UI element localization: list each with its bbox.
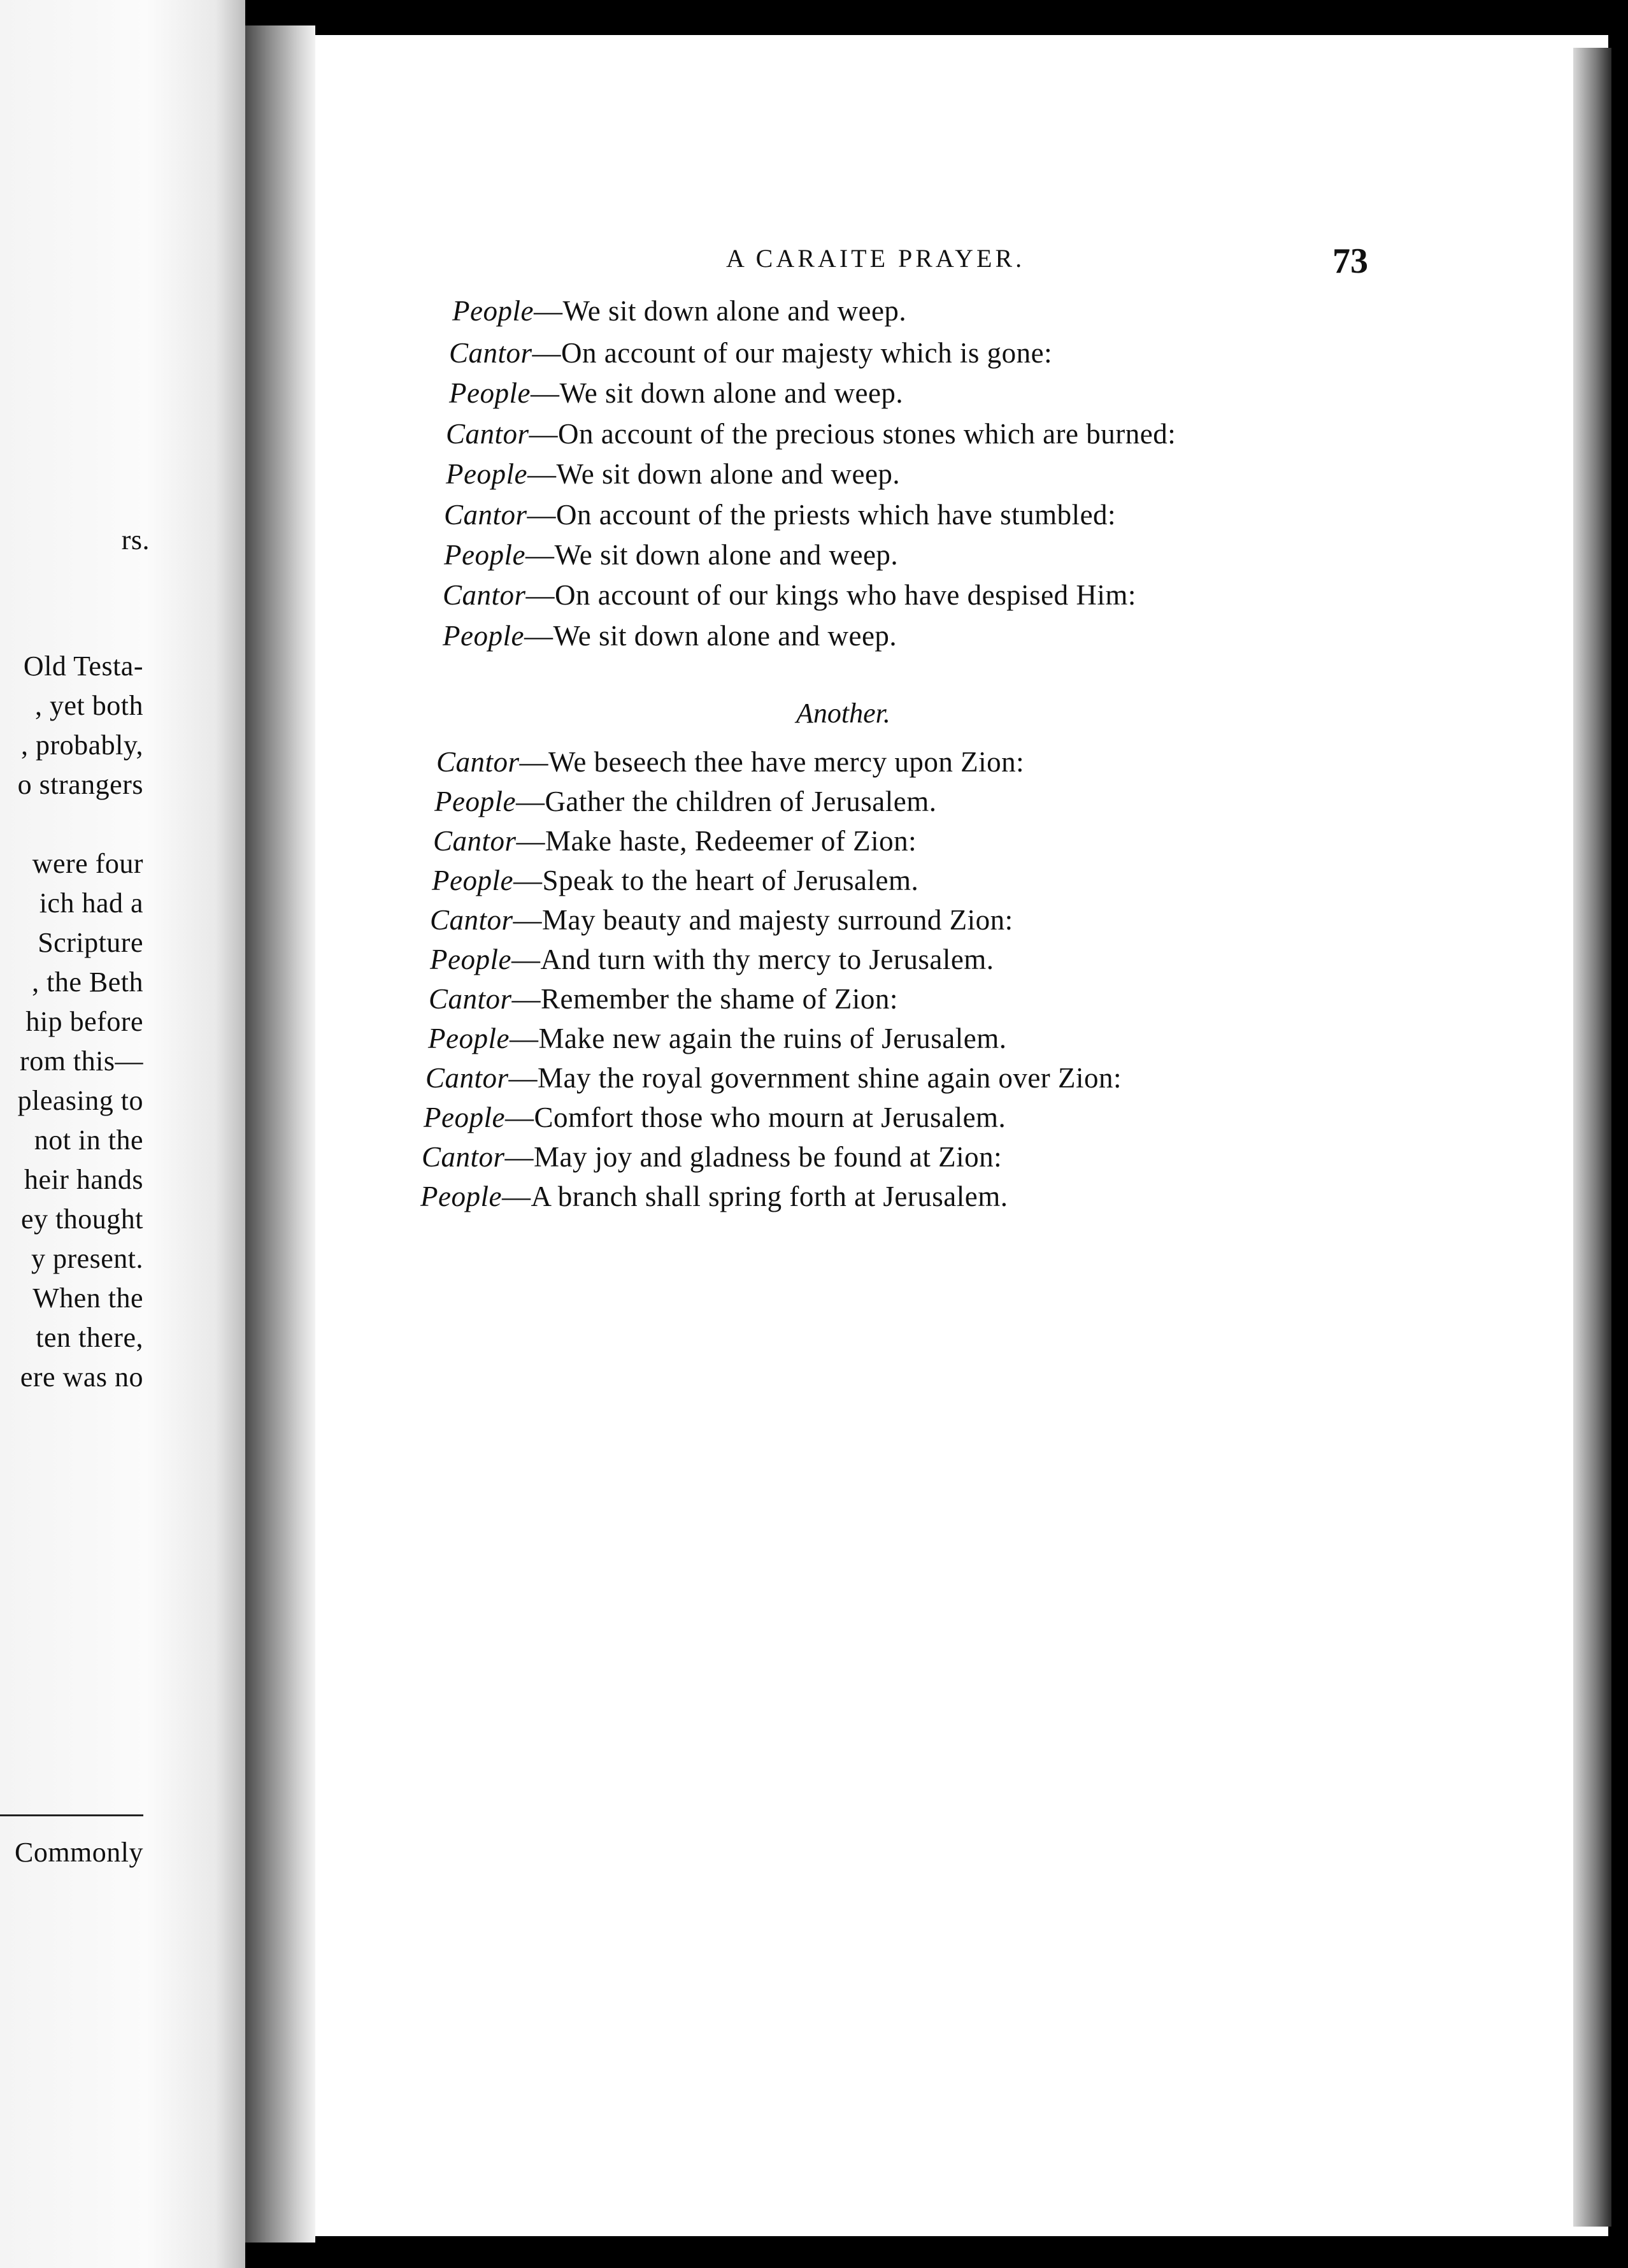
verse-line bbox=[449, 377, 903, 410]
verse-line bbox=[432, 864, 918, 897]
speaker-label: Cantor bbox=[425, 1062, 509, 1094]
left-page-line: ere was no bbox=[20, 1361, 143, 1393]
verse-text: —We sit down alone and weep. bbox=[530, 377, 904, 409]
speaker-label: Cantor bbox=[446, 418, 529, 450]
left-page-line: were four bbox=[32, 848, 143, 879]
section-subheading: Another. bbox=[796, 698, 890, 729]
speaker-label: Cantor bbox=[422, 1141, 505, 1173]
verse-text: —We sit down alone and weep. bbox=[525, 539, 899, 571]
left-page-line: heir hands bbox=[24, 1164, 143, 1195]
verse-line bbox=[444, 538, 898, 571]
left-page-line: rom this— bbox=[20, 1045, 143, 1077]
verse-text: —On account of the priests which have stumbled: bbox=[527, 499, 1117, 531]
left-page-line: , yet both bbox=[35, 690, 143, 721]
verse-line bbox=[446, 457, 900, 491]
verse-text: —We sit down alone and weep. bbox=[524, 620, 897, 652]
verse-line bbox=[433, 824, 917, 858]
left-page-line: pleasing to bbox=[17, 1085, 143, 1116]
verse-text: —Gather the children of Jerusalem. bbox=[515, 786, 937, 817]
left-page-line: Scripture bbox=[38, 927, 143, 958]
left-page-line: ey thought bbox=[21, 1203, 143, 1235]
verse-text: —Make new again the ruins of Jerusalem. bbox=[509, 1023, 1007, 1054]
left-page-line: o strangers bbox=[17, 769, 143, 800]
verse-line bbox=[428, 1022, 1006, 1055]
speaker-label: People bbox=[430, 944, 511, 975]
speaker-label: People bbox=[420, 1181, 502, 1212]
verse-text: —We sit down alone and weep. bbox=[533, 295, 907, 327]
left-page-line: not in the bbox=[34, 1124, 143, 1156]
verse-line bbox=[443, 578, 1136, 612]
left-page-line: , the Beth bbox=[32, 966, 143, 998]
speaker-label: People bbox=[428, 1023, 510, 1054]
verse-text: —And turn with thy mercy to Jerusalem. bbox=[511, 944, 994, 975]
verse-text: —A branch shall spring forth at Jerusalem. bbox=[501, 1181, 1008, 1212]
verse-text: —On account of the precious stones which are burned: bbox=[529, 418, 1176, 450]
left-page-line: , probably, bbox=[20, 729, 143, 761]
speaker-label: Cantor bbox=[444, 499, 527, 531]
speaker-label: People bbox=[434, 786, 516, 817]
verse-line bbox=[420, 1180, 1008, 1213]
page-edge bbox=[1573, 48, 1611, 2227]
book-gutter bbox=[245, 25, 315, 2243]
left-page-line: ten there, bbox=[36, 1322, 143, 1353]
verse-text: —Comfort those who mourn at Jerusalem. bbox=[504, 1102, 1006, 1133]
speaker-label: Cantor bbox=[429, 983, 512, 1015]
verse-text: —On account of our majesty which is gone: bbox=[532, 337, 1053, 369]
speaker-label: People bbox=[443, 620, 524, 652]
speaker-label: Cantor bbox=[436, 746, 520, 778]
verse-line bbox=[436, 745, 1024, 779]
verse-line bbox=[444, 498, 1116, 531]
verse-line bbox=[449, 336, 1052, 370]
verse-text: —Make haste, Redeemer of Zion: bbox=[516, 825, 917, 857]
speaker-label: Cantor bbox=[430, 904, 513, 936]
left-page-line: y present. bbox=[31, 1243, 143, 1274]
verse-line bbox=[425, 1061, 1122, 1095]
verse-line bbox=[452, 294, 906, 327]
verse-line bbox=[429, 982, 898, 1016]
verse-text: —On account of our kings who have despised Him: bbox=[525, 579, 1136, 611]
verse-text: —Speak to the heart of Jerusalem. bbox=[513, 865, 919, 896]
verse-line bbox=[422, 1140, 1002, 1173]
left-page-line: rs. bbox=[121, 524, 150, 556]
verse-line bbox=[443, 619, 897, 652]
speaker-label: People bbox=[449, 377, 531, 409]
verse-line bbox=[446, 417, 1176, 450]
speaker-label: Cantor bbox=[433, 825, 517, 857]
verse-line bbox=[430, 903, 1013, 937]
verse-line bbox=[430, 943, 994, 976]
speaker-label: People bbox=[452, 295, 534, 327]
left-page-line: ich had a bbox=[39, 887, 143, 919]
verse-text: —Remember the shame of Zion: bbox=[511, 983, 898, 1015]
speaker-label: Cantor bbox=[449, 337, 532, 369]
verse-line bbox=[424, 1101, 1006, 1134]
verse-text: —We beseech thee have mercy upon Zion: bbox=[519, 746, 1025, 778]
left-page-line: When the bbox=[32, 1282, 143, 1314]
verse-text: —We sit down alone and weep. bbox=[527, 458, 901, 490]
verse-text: —May the royal government shine again over Zion: bbox=[508, 1062, 1122, 1094]
verse-line bbox=[434, 785, 936, 818]
left-page-line: Old Testa- bbox=[23, 650, 143, 682]
left-facing-page bbox=[0, 0, 245, 2268]
left-page-footnote: Commonly bbox=[14, 1837, 143, 1868]
running-head: A CARAITE PRAYER. bbox=[726, 244, 1025, 273]
speaker-label: People bbox=[424, 1102, 505, 1133]
speaker-label: People bbox=[446, 458, 527, 490]
left-page-line: hip before bbox=[25, 1006, 143, 1037]
verse-text: —May joy and gladness be found at Zion: bbox=[504, 1141, 1003, 1173]
speaker-label: Cantor bbox=[443, 579, 526, 611]
footnote-rule bbox=[0, 1814, 143, 1816]
speaker-label: People bbox=[432, 865, 513, 896]
page-number: 73 bbox=[1332, 241, 1368, 281]
speaker-label: People bbox=[444, 539, 525, 571]
verse-text: —May beauty and majesty surround Zion: bbox=[513, 904, 1013, 936]
